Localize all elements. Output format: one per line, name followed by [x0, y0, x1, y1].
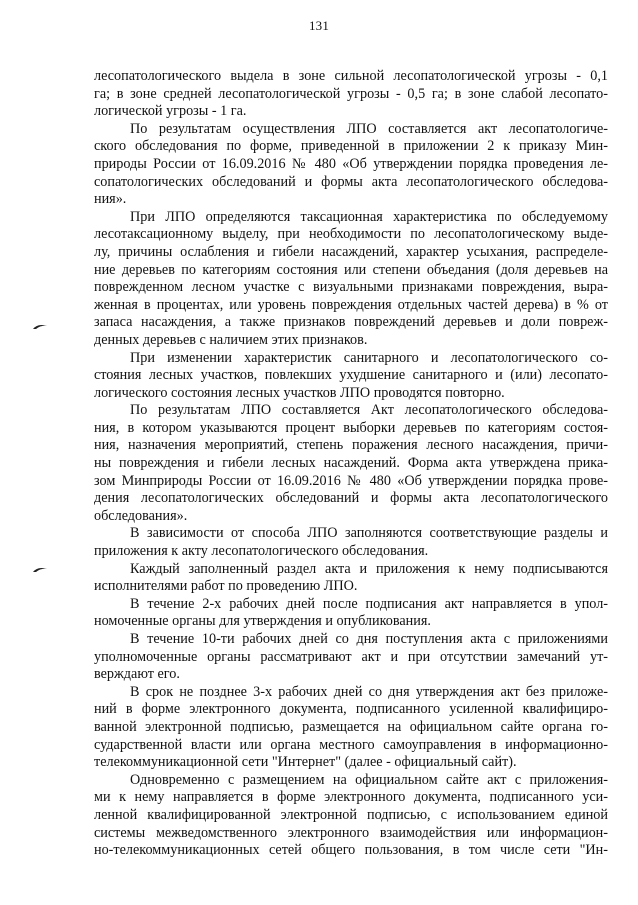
text-line: лесотаксационному выделу, при необходимости по лесопатологическому выде-	[94, 226, 608, 243]
binding-hole-mark-bottom-shape	[32, 565, 48, 573]
text-line: ния, в котором указываются процент выборки деревьев по категориям состоя-	[94, 419, 608, 436]
text-line: ны повреждения и гибели лесных насаждений. Форма акта утверждена прика-	[94, 455, 608, 472]
text-line: исполнителями работ по проведению ЛПО.	[94, 578, 358, 595]
paragraph-11	[94, 772, 608, 860]
text-line: Одновременно с размещением на официальном сайте акт с приложения-	[130, 771, 608, 788]
text-line: стояния лесных участков, повлекших ухудшение санитарного и (или) лесопато-	[94, 367, 608, 384]
text-line: поврежденном лесном участке с визуальными признаками повреждения, выра-	[94, 279, 608, 296]
text-line: ванной электронной подписью, размещается на официальном сайте органа го-	[94, 718, 608, 735]
binding-hole-mark-top	[32, 322, 48, 330]
text-line: природы России от 16.09.2016 № 480 «Об утверждении порядка проведения ле-	[94, 155, 608, 172]
text-line: В зависимости от способа ЛПО заполняются соответствующие разделы и	[130, 525, 608, 542]
text-line: приложения к акту лесопатологического обследования.	[94, 543, 429, 560]
text-line: номоченные органы для утверждения и опубликования.	[94, 613, 431, 630]
text-line: В срок не позднее 3-х рабочих дней со дня утверждения акт без приложе-	[130, 683, 608, 700]
text-line: ского обследования по форме, приведенной в приложении 2 к приказу Мин-	[94, 138, 608, 155]
text-line: обследования».	[94, 507, 188, 524]
text-line: сударственной власти или органа местного самоуправления в информационно-	[94, 736, 608, 753]
paragraph-1	[94, 68, 608, 121]
text-line: При ЛПО определяются таксационная характеристика по обследуемому	[130, 208, 608, 225]
paragraph-8	[94, 596, 608, 631]
text-line: ми к нему направляется в форме электронного документа, подписанного уси-	[94, 789, 608, 806]
text-line: ния, назначения мероприятий, степень поражения лесного насаждения, причи-	[94, 437, 608, 454]
text-line: логической угрозы - 1 га.	[94, 103, 247, 120]
text-line: Каждый заполненный раздел акта и приложения к нему подписываются	[130, 560, 608, 577]
paragraph-9	[94, 631, 608, 684]
binding-hole-mark-top-shape	[32, 322, 48, 330]
body-text	[94, 68, 608, 860]
text-line: запаса насаждения, а также признаков повреждений деревьев и доли повреж-	[94, 314, 608, 331]
paragraph-10	[94, 684, 608, 772]
text-line: ленной квалифицированной электронной подписью, с использованием единой	[94, 806, 608, 823]
text-line: лесопатологического выдела в зоне сильной лесопатологической угрозы - 0,1	[94, 68, 608, 84]
text-line: ния».	[94, 191, 127, 208]
text-line: ний в форме электронного документа, подписанного усиленной квалифициро-	[94, 701, 608, 718]
page-number: 131	[308, 18, 330, 33]
paragraph-7	[94, 561, 608, 596]
text-line: зом Минприроды России от 16.09.2016 № 480 «Об утверждении порядка прове-	[94, 472, 608, 489]
text-line: но-телекоммуникационных сетей общего пользования, в том числе сети "Ин-	[94, 842, 608, 859]
paragraph-2	[94, 121, 608, 209]
text-line: По результатам ЛПО составляется Акт лесопатологического обследова-	[130, 402, 608, 419]
text-line: дения лесопатологических обследований и формы акта лесопатологического	[94, 490, 608, 507]
text-line: ние деревьев по категориям состояния или степени объедания (доля деревьев на	[94, 261, 608, 278]
paragraph-4	[94, 350, 608, 403]
text-line: верждают его.	[94, 666, 180, 683]
text-line: В течение 10-ти рабочих дней со дня поступления акта с приложениями	[130, 631, 608, 647]
text-line: га; в зоне средней лесопатологической угрозы - 0,5 га; в зоне слабой лесопато-	[94, 85, 608, 102]
text-line: системы межведомственного электронного взаимодействия или информацион-	[94, 824, 608, 841]
text-line: уполномоченные органы рассматривают акт и при отсутствии замечаний ут-	[94, 648, 608, 665]
text-line: телекоммуникационной сети "Интернет" (далее - официальный сайт).	[94, 754, 517, 771]
paragraph-6	[94, 525, 608, 560]
text-line: По результатам осуществления ЛПО составляется акт лесопатологиче-	[130, 120, 608, 137]
text-line: лу, причины ослабления и гибели насаждений, характер усыхания, распределе-	[94, 243, 608, 260]
text-line: денных деревьев с наличием этих признаков.	[94, 331, 368, 348]
paragraph-5	[94, 402, 608, 525]
text-line: женная в процентах, или уровень повреждения отдельных частей дерева) в % от	[94, 296, 608, 313]
text-line: логического состояния лесных участков ЛПО проводятся повторно.	[94, 384, 505, 401]
binding-hole-mark-bottom	[32, 565, 48, 573]
text-line: При изменении характеристик санитарного и лесопатологического со-	[130, 349, 608, 366]
paragraph-3	[94, 209, 608, 350]
text-line: сопатологических обследований и формы акта лесопатологического обследова-	[94, 173, 608, 190]
text-line: В течение 2-х рабочих дней после подписания акт направляется в упол-	[130, 595, 608, 612]
